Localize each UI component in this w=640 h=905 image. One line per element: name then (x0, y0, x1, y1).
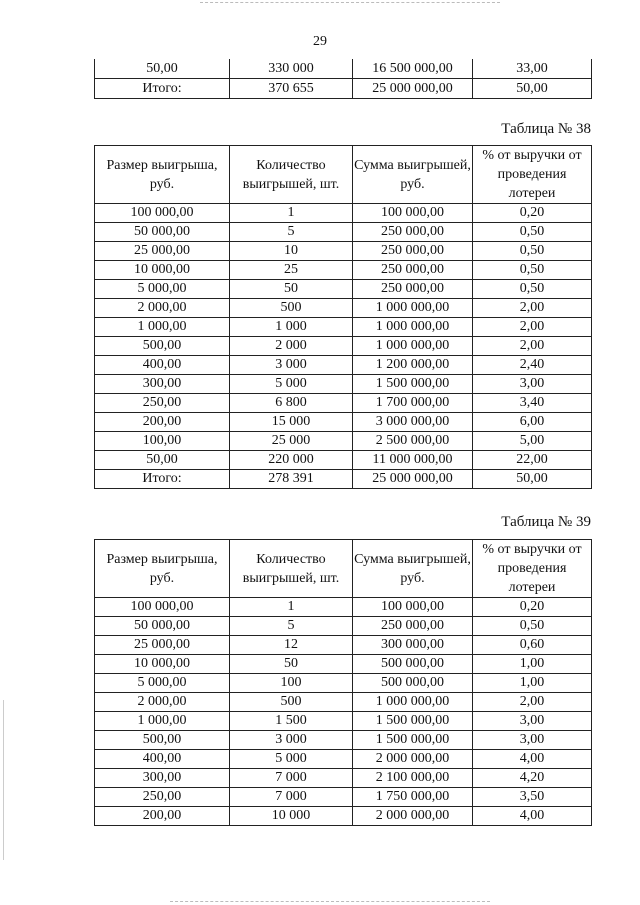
cell-prize-sum: 1 000 000,00 (353, 693, 473, 712)
scan-top-edge (200, 2, 500, 4)
page-number: 29 (313, 34, 327, 49)
cell-prize-count: 15 000 (230, 413, 353, 432)
cell-revenue-percent: 2,00 (473, 693, 592, 712)
cell-prize-size: 50,00 (95, 451, 230, 470)
table-38-body (95, 204, 592, 489)
cell-prize-sum: 25 000 000,00 (353, 79, 473, 99)
table-39-caption: Таблица № 39 (501, 514, 591, 530)
table-row (95, 432, 592, 451)
cell-prize-sum: 1 000 000,00 (353, 318, 473, 337)
table-row (95, 204, 592, 223)
cell-revenue-percent: 4,00 (473, 807, 592, 826)
table-row (95, 356, 592, 375)
cell-prize-sum: 16 500 000,00 (353, 59, 473, 79)
cell-revenue-percent: 2,00 (473, 318, 592, 337)
cell-prize-size: 1 000,00 (95, 712, 230, 731)
header-prize-sum: Сумма выигрышей, руб. (353, 146, 473, 204)
cell-prize-sum: 500 000,00 (353, 655, 473, 674)
header-prize-sum: Сумма выигрышей, руб. (353, 540, 473, 598)
cell-prize-sum: 3 000 000,00 (353, 413, 473, 432)
cell-revenue-percent: 33,00 (473, 59, 592, 79)
cell-revenue-percent: 0,20 (473, 598, 592, 617)
cell-prize-size: 2 000,00 (95, 299, 230, 318)
cell-prize-size: 10 000,00 (95, 655, 230, 674)
cell-revenue-percent: 1,00 (473, 674, 592, 693)
cell-revenue-percent: 3,50 (473, 788, 592, 807)
cell-revenue-percent: 3,40 (473, 394, 592, 413)
cell-prize-size: 300,00 (95, 375, 230, 394)
cell-prize-size: 5 000,00 (95, 674, 230, 693)
cell-revenue-percent: 2,00 (473, 337, 592, 356)
cell-prize-sum: 250 000,00 (353, 242, 473, 261)
cell-prize-count: 1 500 (230, 712, 353, 731)
cell-prize-size: 50,00 (95, 59, 230, 79)
table-38-header-row (95, 146, 592, 204)
table-row (95, 299, 592, 318)
cell-revenue-percent: 0,50 (473, 280, 592, 299)
cell-prize-count: 25 (230, 261, 353, 280)
cell-prize-count: 10 (230, 242, 353, 261)
cell-prize-size: 200,00 (95, 807, 230, 826)
cell-prize-sum: 1 200 000,00 (353, 356, 473, 375)
table-row (95, 337, 592, 356)
cell-prize-count: 5 (230, 223, 353, 242)
cell-prize-count: 10 000 (230, 807, 353, 826)
table-row (95, 693, 592, 712)
table-row (95, 375, 592, 394)
cell-revenue-percent: 0,50 (473, 223, 592, 242)
table-row (95, 451, 592, 470)
cell-prize-sum: 300 000,00 (353, 636, 473, 655)
table-row (95, 617, 592, 636)
cell-prize-count: 50 (230, 280, 353, 299)
table-row (95, 731, 592, 750)
cell-prize-size: 500,00 (95, 731, 230, 750)
cell-revenue-percent: 2,40 (473, 356, 592, 375)
cell-revenue-percent: 0,60 (473, 636, 592, 655)
cell-prize-size: 100 000,00 (95, 204, 230, 223)
table-row (95, 750, 592, 769)
cell-prize-sum: 1 500 000,00 (353, 731, 473, 750)
table-row (95, 261, 592, 280)
cell-prize-sum: 250 000,00 (353, 617, 473, 636)
cell-prize-sum: 2 100 000,00 (353, 769, 473, 788)
cell-prize-size: 400,00 (95, 750, 230, 769)
cell-revenue-percent: 50,00 (473, 470, 592, 489)
header-prize-count: Количество выигрышей, шт. (230, 146, 353, 204)
cell-revenue-percent: 1,00 (473, 655, 592, 674)
cell-revenue-percent: 6,00 (473, 413, 592, 432)
table-38 (94, 145, 592, 489)
table-row (95, 413, 592, 432)
cell-prize-count: 5 000 (230, 750, 353, 769)
scan-bottom-edge (170, 901, 490, 903)
scan-left-edge (3, 700, 4, 860)
cell-prize-count: 278 391 (230, 470, 353, 489)
table-39-body (95, 598, 592, 826)
cell-prize-sum: 250 000,00 (353, 261, 473, 280)
cell-revenue-percent: 0,50 (473, 242, 592, 261)
continuation-table (94, 59, 592, 99)
cell-revenue-percent: 3,00 (473, 375, 592, 394)
cell-prize-count: 370 655 (230, 79, 353, 99)
cell-revenue-percent: 0,20 (473, 204, 592, 223)
cell-prize-sum: 250 000,00 (353, 280, 473, 299)
cell-revenue-percent: 5,00 (473, 432, 592, 451)
cell-prize-sum: 100 000,00 (353, 204, 473, 223)
cell-revenue-percent: 4,20 (473, 769, 592, 788)
cell-prize-count: 330 000 (230, 59, 353, 79)
cell-prize-size: 50 000,00 (95, 223, 230, 242)
cell-prize-size: 25 000,00 (95, 636, 230, 655)
cell-prize-count: 500 (230, 693, 353, 712)
cell-prize-count: 220 000 (230, 451, 353, 470)
table-row (95, 470, 592, 489)
cell-prize-count: 500 (230, 299, 353, 318)
cell-revenue-percent: 0,50 (473, 261, 592, 280)
cell-prize-count: 1 (230, 204, 353, 223)
cell-prize-sum: 100 000,00 (353, 598, 473, 617)
cell-prize-sum: 1 700 000,00 (353, 394, 473, 413)
cell-prize-sum: 1 000 000,00 (353, 299, 473, 318)
table-row (95, 598, 592, 617)
cell-revenue-percent: 0,50 (473, 617, 592, 636)
cell-prize-size: 500,00 (95, 337, 230, 356)
continuation-table-body (95, 59, 592, 99)
cell-prize-count: 3 000 (230, 356, 353, 375)
header-prize-size: Размер выигрыша, руб. (95, 146, 230, 204)
cell-prize-sum: 1 500 000,00 (353, 712, 473, 731)
cell-prize-sum: 2 000 000,00 (353, 750, 473, 769)
cell-prize-sum: 2 500 000,00 (353, 432, 473, 451)
cell-prize-count: 5 (230, 617, 353, 636)
table-38-caption: Таблица № 38 (501, 121, 591, 137)
table-row (95, 807, 592, 826)
cell-prize-sum: 1 750 000,00 (353, 788, 473, 807)
cell-prize-count: 3 000 (230, 731, 353, 750)
cell-prize-count: 7 000 (230, 769, 353, 788)
cell-prize-size: 50 000,00 (95, 617, 230, 636)
table-row (95, 655, 592, 674)
table-row (95, 769, 592, 788)
table-row (95, 674, 592, 693)
cell-prize-size: 10 000,00 (95, 261, 230, 280)
cell-prize-sum: 1 000 000,00 (353, 337, 473, 356)
cell-prize-size: Итого: (95, 79, 230, 99)
cell-revenue-percent: 22,00 (473, 451, 592, 470)
cell-prize-size: 25 000,00 (95, 242, 230, 261)
table-row (95, 79, 592, 99)
cell-prize-count: 12 (230, 636, 353, 655)
cell-prize-size: 300,00 (95, 769, 230, 788)
cell-prize-size: 400,00 (95, 356, 230, 375)
cell-prize-size: 100,00 (95, 432, 230, 451)
cell-prize-sum: 250 000,00 (353, 223, 473, 242)
table-row (95, 318, 592, 337)
cell-prize-size: 1 000,00 (95, 318, 230, 337)
cell-prize-count: 2 000 (230, 337, 353, 356)
cell-prize-sum: 500 000,00 (353, 674, 473, 693)
table-row (95, 788, 592, 807)
cell-prize-count: 7 000 (230, 788, 353, 807)
cell-revenue-percent: 50,00 (473, 79, 592, 99)
header-prize-count: Количество выигрышей, шт. (230, 540, 353, 598)
table-row (95, 242, 592, 261)
table-row (95, 712, 592, 731)
cell-prize-sum: 25 000 000,00 (353, 470, 473, 489)
cell-prize-size: 2 000,00 (95, 693, 230, 712)
cell-prize-count: 25 000 (230, 432, 353, 451)
cell-prize-size: 5 000,00 (95, 280, 230, 299)
cell-prize-count: 100 (230, 674, 353, 693)
header-revenue-percent: % от выручки от проведения лотереи (473, 540, 592, 598)
header-revenue-percent: % от выручки от проведения лотереи (473, 146, 592, 204)
table-row (95, 394, 592, 413)
table-39 (94, 539, 592, 826)
cell-revenue-percent: 3,00 (473, 712, 592, 731)
table-row (95, 280, 592, 299)
cell-prize-sum: 11 000 000,00 (353, 451, 473, 470)
cell-prize-count: 5 000 (230, 375, 353, 394)
cell-prize-size: Итого: (95, 470, 230, 489)
table-row (95, 223, 592, 242)
cell-prize-size: 250,00 (95, 788, 230, 807)
cell-revenue-percent: 4,00 (473, 750, 592, 769)
cell-prize-count: 6 800 (230, 394, 353, 413)
cell-prize-count: 50 (230, 655, 353, 674)
table-row (95, 59, 592, 79)
cell-prize-count: 1 000 (230, 318, 353, 337)
table-39-header-row (95, 540, 592, 598)
cell-prize-size: 100 000,00 (95, 598, 230, 617)
cell-prize-sum: 2 000 000,00 (353, 807, 473, 826)
cell-revenue-percent: 3,00 (473, 731, 592, 750)
cell-prize-size: 200,00 (95, 413, 230, 432)
cell-revenue-percent: 2,00 (473, 299, 592, 318)
cell-prize-size: 250,00 (95, 394, 230, 413)
header-prize-size: Размер выигрыша, руб. (95, 540, 230, 598)
cell-prize-sum: 1 500 000,00 (353, 375, 473, 394)
table-row (95, 636, 592, 655)
cell-prize-count: 1 (230, 598, 353, 617)
